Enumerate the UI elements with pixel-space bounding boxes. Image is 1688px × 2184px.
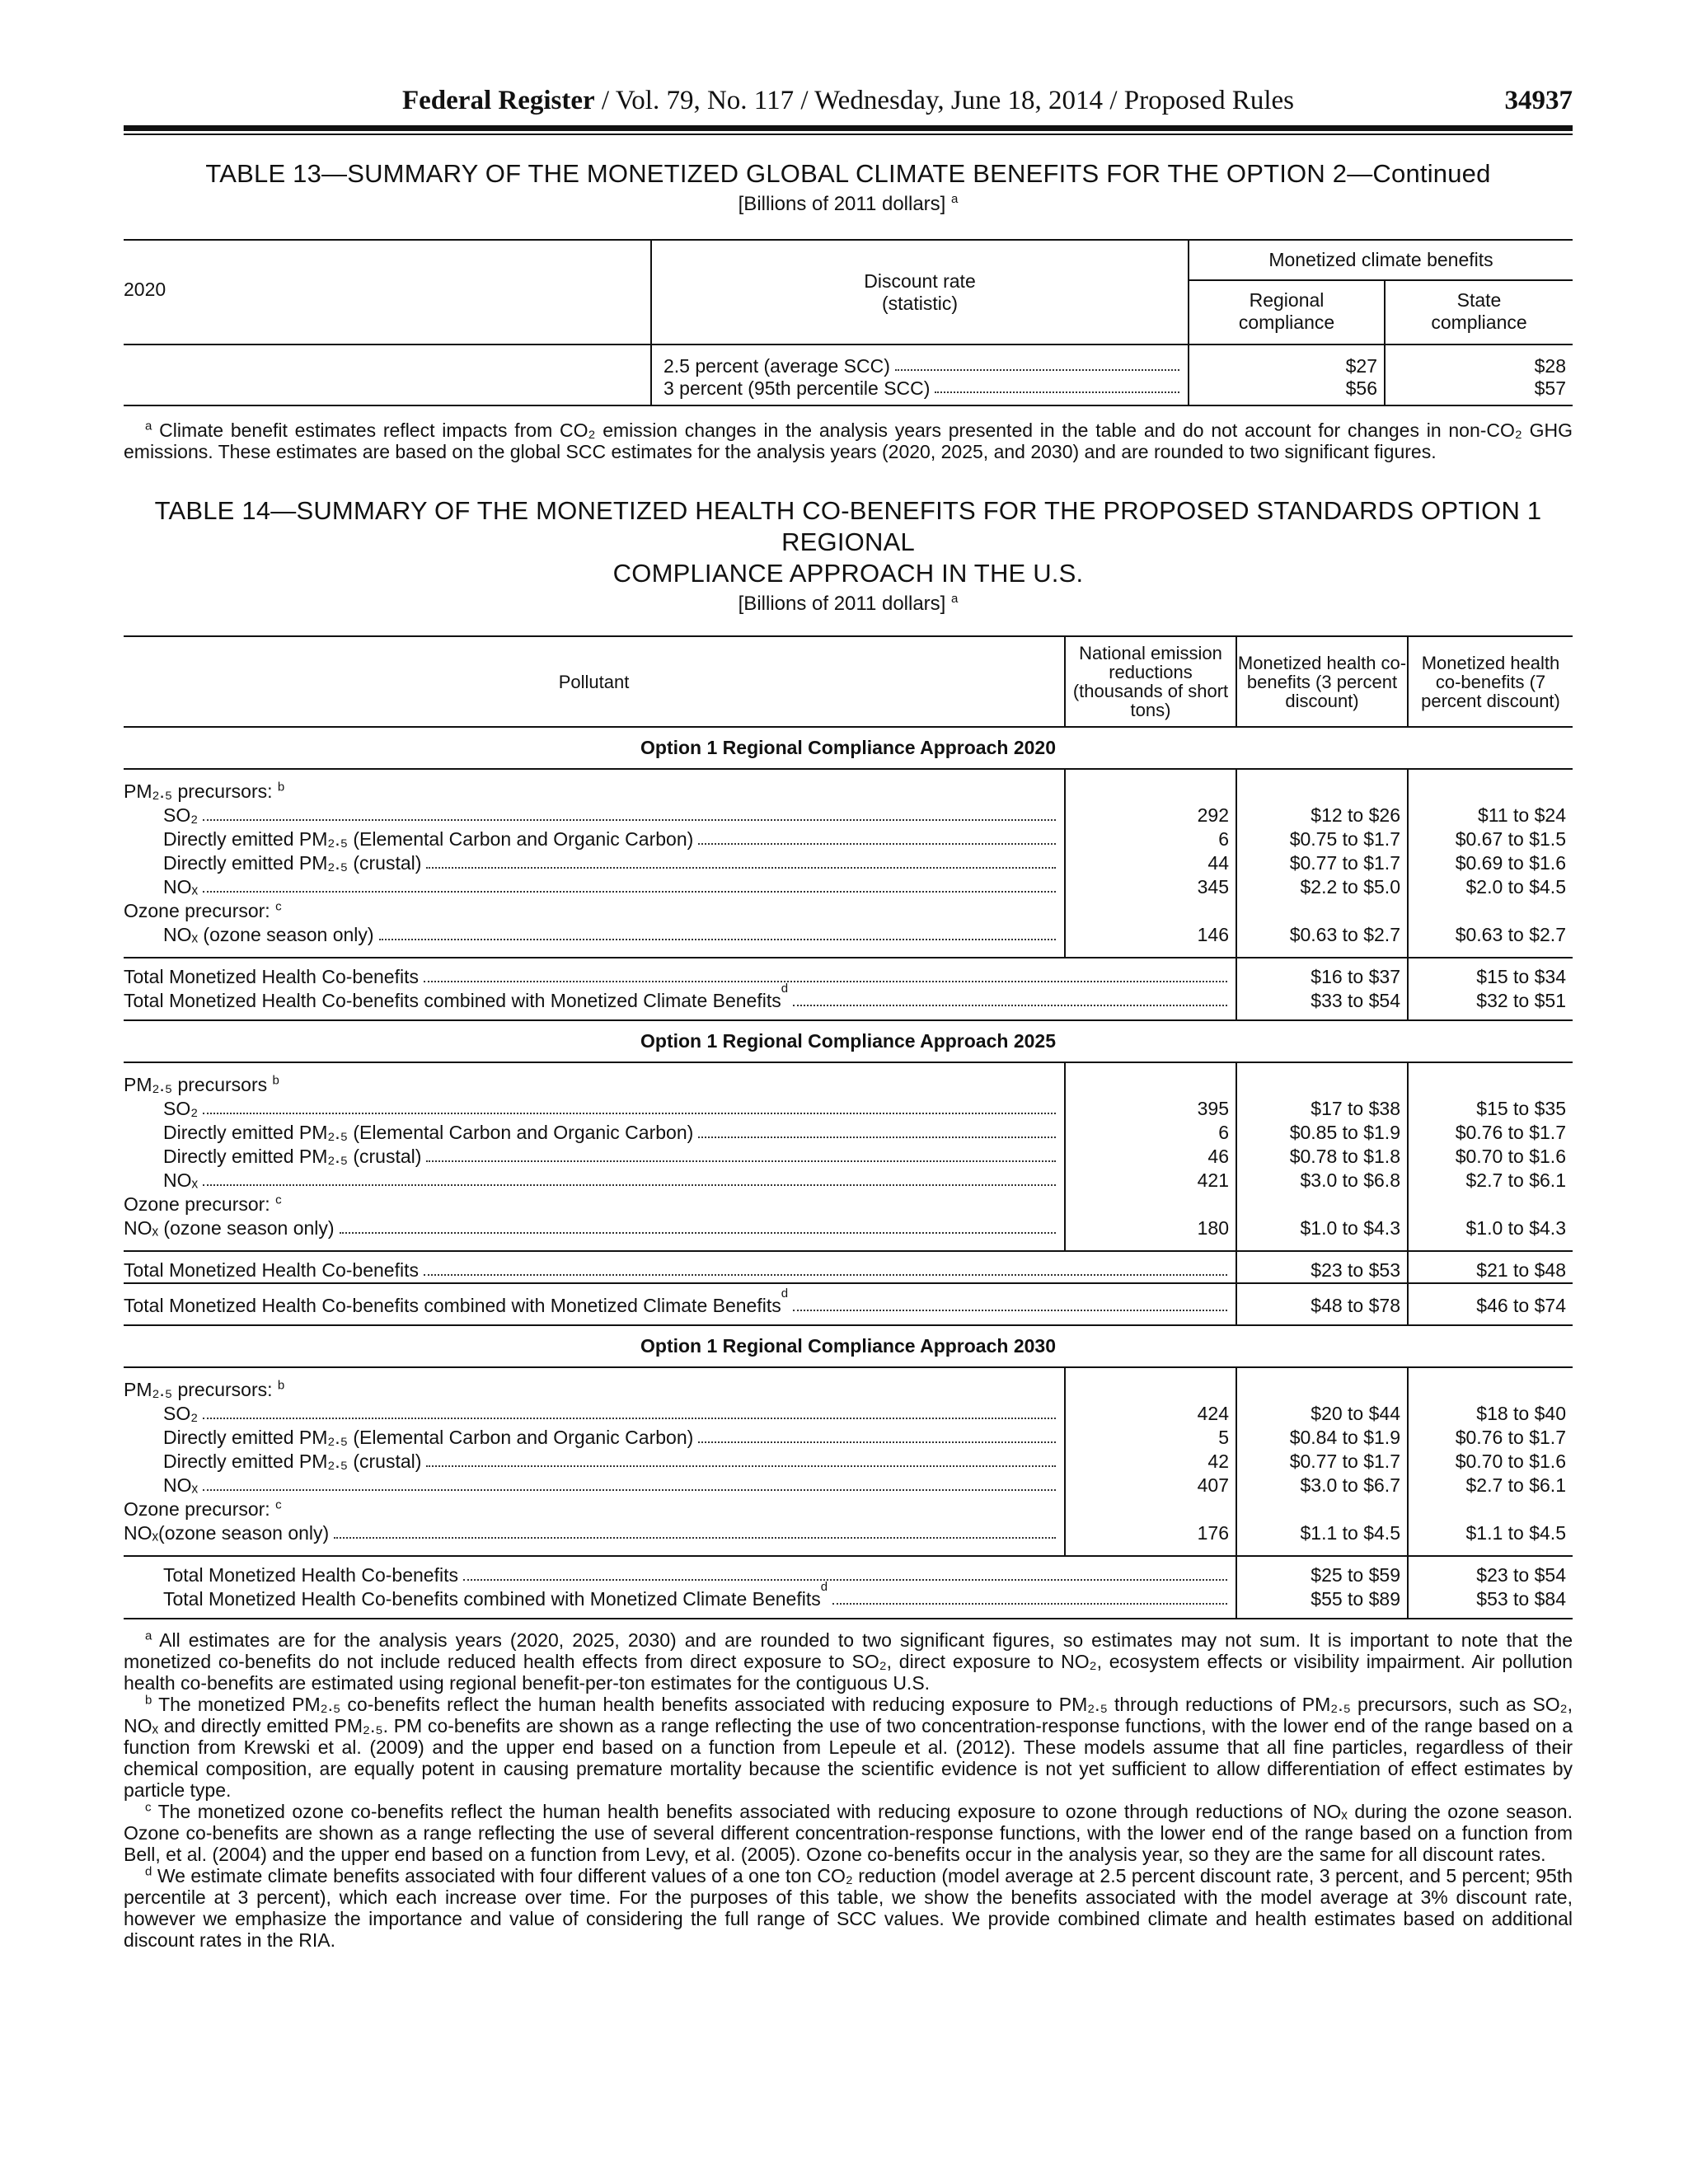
section-heading: Option 1 Regional Compliance Approach 2020 (124, 727, 1573, 769)
table-row: Directly emitted PM₂.₅ (crustal) 46 $0.78 to $1.8 $0.70 to $1.6 (124, 1145, 1573, 1169)
combined-total-row: Total Monetized Health Co-benefits combined with Monetized Climate Benefits d $33 to $54 $32 to $51 (124, 989, 1573, 1020)
section-name: Proposed Rules (1123, 86, 1294, 115)
table-row: SO₂ 292 $12 to $26 $11 to $24 (124, 804, 1573, 827)
publication-name: Federal Register (402, 86, 595, 115)
table-row: Directly emitted PM₂.₅ (crustal) 44 $0.77 to $1.7 $0.69 to $1.6 (124, 851, 1573, 875)
table-row: NOₓ 407 $3.0 to $6.7 $2.7 to $6.1 (124, 1474, 1573, 1497)
table-row: Directly emitted PM₂.₅ (Elemental Carbon and Organic Carbon) 6 $0.85 to $1.9 $0.76 to $1.7 (124, 1121, 1573, 1145)
table-row: Directly emitted PM₂.₅ (Elemental Carbon and Organic Carbon) 6 $0.75 to $1.7 $0.67 to $1.5 (124, 827, 1573, 851)
table13 (124, 239, 1573, 406)
table14-body (124, 727, 1573, 1619)
table-row: NOₓ (ozone season only) 146 $0.63 to $2.7 $0.63 to $2.7 (124, 923, 1573, 947)
table13-subtitle: [Billions of 2011 dollars] $^a$ (738, 192, 959, 215)
combined-total-row: Total Monetized Health Co-benefits combined with Monetized Climate Benefits d $48 to $78 $46 to $74 (124, 1283, 1573, 1325)
combined-total-row: Total Monetized Health Co-benefits combined with Monetized Climate Benefits d $55 to $89 $53 to $84 (124, 1587, 1573, 1619)
table-row: NOₓ(ozone season only) 176 $1.1 to $4.5 $1.1 to $4.5 (124, 1521, 1573, 1545)
section-heading: Option 1 Regional Compliance Approach 2030 (124, 1325, 1573, 1367)
table13-col-regional: Regional compliance (1189, 280, 1385, 344)
section-heading: Option 1 Regional Compliance Approach 2025 (124, 1020, 1573, 1062)
table-row: Ozone precursor: $^c$ (124, 1497, 1573, 1521)
footnote-c: $^c$ The monetized ozone co-benefits reflect the human health benefits associated with reducing exposure to ozone through reductions of NOₓ during the ozone season. Ozone co-benefits are shown as a range reflecting the use of several different concentration-response functions, with the lower end of the range based on a function from Bell, et al. (2004) and the upper end based on a function from Levy, et al. (2005). Ozone co-benefits occur in the analysis year, so they are the same for all discount rates. (124, 1800, 1573, 1865)
table13-title: TABLE 13—SUMMARY OF THE MONETIZED GLOBAL CLIMATE BENEFITS FOR THE OPTION 2—Continued (205, 159, 1491, 188)
total-row: Total Monetized Health Co-benefits $16 to $37 $15 to $34 (124, 958, 1573, 989)
table-row: PM₂.₅ precursors: $^b$ (124, 1378, 1573, 1402)
section-heading-row (124, 1020, 1573, 1062)
table-row: Ozone precursor: $^c$ (124, 1193, 1573, 1216)
header-rule-thin (124, 134, 1573, 135)
table14-header-row (124, 636, 1573, 727)
page-header: Federal Register / Vol. 79, No. 117 / Wednesday, June 18, 2014 / Proposed Rules 34937 (402, 86, 1573, 115)
table13-year-header: 2020 (124, 240, 651, 344)
table-row: SO₂ 424 $20 to $44 $18 to $40 (124, 1402, 1573, 1426)
total-row: Total Monetized Health Co-benefits $23 to $53 $21 to $48 (124, 1251, 1573, 1283)
table-row: Directly emitted PM₂.₅ (Elemental Carbon and Organic Carbon) 5 $0.84 to $1.9 $0.76 to $1.7 (124, 1426, 1573, 1450)
table-row: NOₓ 421 $3.0 to $6.8 $2.7 to $6.1 (124, 1169, 1573, 1193)
table13-footnote: $^a$ Climate benefit estimates reflect impacts from CO₂ emission changes in the analysis years presented in the table and do not account for changes in non-CO₂ GHG emissions. These estimates are based on the global SCC estimates for the analysis years (2020, 2025, and 2030) and are rounded to two significant figures. (124, 419, 1573, 462)
col-benefits-7pct: Monetized health co-benefits (7 percent discount) (1408, 636, 1573, 727)
page (124, 86, 1573, 1951)
table-row: SO₂ 395 $17 to $38 $15 to $35 (124, 1097, 1573, 1121)
table-row: 2.5 percent (average SCC) $27 $28 (124, 344, 1573, 377)
table-row: PM₂.₅ precursors $^b$ (124, 1073, 1573, 1097)
table-row: Directly emitted PM₂.₅ (crustal) 42 $0.77 to $1.7 $0.70 to $1.6 (124, 1450, 1573, 1474)
table14-subtitle: [Billions of 2011 dollars] $^a$ (738, 592, 959, 615)
table13-discount-header: Discount rate (statistic) (651, 240, 1189, 344)
table13-col-state: State compliance (1385, 280, 1573, 344)
footnote-a: $^a$ All estimates are for the analysis years (2020, 2025, 2030) and are rounded to two significant figures, so estimates may not sum. It is important to note that the monetized co-benefits do not include reduced health effects from direct exposure to SO₂, direct exposure to NO₂, ecosystem effects or visibility impairment. Air pollution health co-benefits are estimated using regional benefit-per-ton estimates for the contiguous U.S. (124, 1629, 1573, 1694)
table-row: 3 percent (95th percentile SCC) $56 $57 (124, 377, 1573, 405)
table13-group-header: Monetized climate benefits (1189, 240, 1573, 280)
footnote-b: $^b$ The monetized PM₂.₅ co-benefits reflect the human health benefits associated with reducing exposure to PM₂.₅ through reductions of PM₂.₅ precursors, such as SO₂, NOₓ and directly emitted PM₂.₅. PM co-benefits are shown as a range reflecting the use of two concentration-response functions, with the lower end of the range based on a function from Krewski et al. (2009) and the upper end based on a function from Lepeule et al. (2012). These models assume that all fine particles, regardless of their chemical composition, are equally potent in causing premature mortality because the scientific evidence is not yet sufficient to allow differentiation of effect estimates by particle type. (124, 1693, 1573, 1801)
table14-footnotes (124, 1629, 1573, 1951)
table-row: NOₓ (ozone season only) 180 $1.0 to $4.3 $1.0 to $4.3 (124, 1216, 1573, 1240)
col-national-reductions: National emission reductions (thousands of short tons) (1065, 636, 1236, 727)
footnote-d: $^d$ We estimate climate benefits associated with four different values of a one ton CO₂ reduction (model average at 2.5 percent discount rate, 3 percent, and 5 percent; 95th percentile at 3 percent), which each increase over time. For the purposes of this table, we show the benefits associated with the model average at 3% discount rate, however we emphasize the importance and value of considering the full range of SCC values. We provide combined climate and health estimates based on additional discount rates in the RIA. (124, 1864, 1573, 1951)
page-number: 34937 (1504, 86, 1573, 115)
col-benefits-3pct: Monetized health co-benefits (3 percent discount) (1236, 636, 1408, 727)
table-row: Ozone precursor: $^c$ (124, 899, 1573, 923)
publication-date: Wednesday, June 18, 2014 (814, 86, 1104, 115)
table14 (124, 635, 1573, 1619)
section-heading-row (124, 1325, 1573, 1367)
table14-title: TABLE 14—SUMMARY OF THE MONETIZED HEALTH CO-BENEFITS FOR THE PROPOSED STANDARDS OPTION 1 REGIONAL COMPLIANCE APPROACH IN THE U.S. (154, 496, 1542, 588)
table-row: NOₓ 345 $2.2 to $5.0 $2.0 to $4.5 (124, 875, 1573, 899)
section-heading-row (124, 727, 1573, 769)
volume-info: Vol. 79, No. 117 (615, 86, 795, 115)
col-pollutant: Pollutant (558, 671, 630, 692)
header-rule (124, 125, 1573, 131)
total-row: Total Monetized Health Co-benefits $25 to $59 $23 to $54 (124, 1556, 1573, 1587)
table-row: PM₂.₅ precursors: $^b$ (124, 780, 1573, 804)
